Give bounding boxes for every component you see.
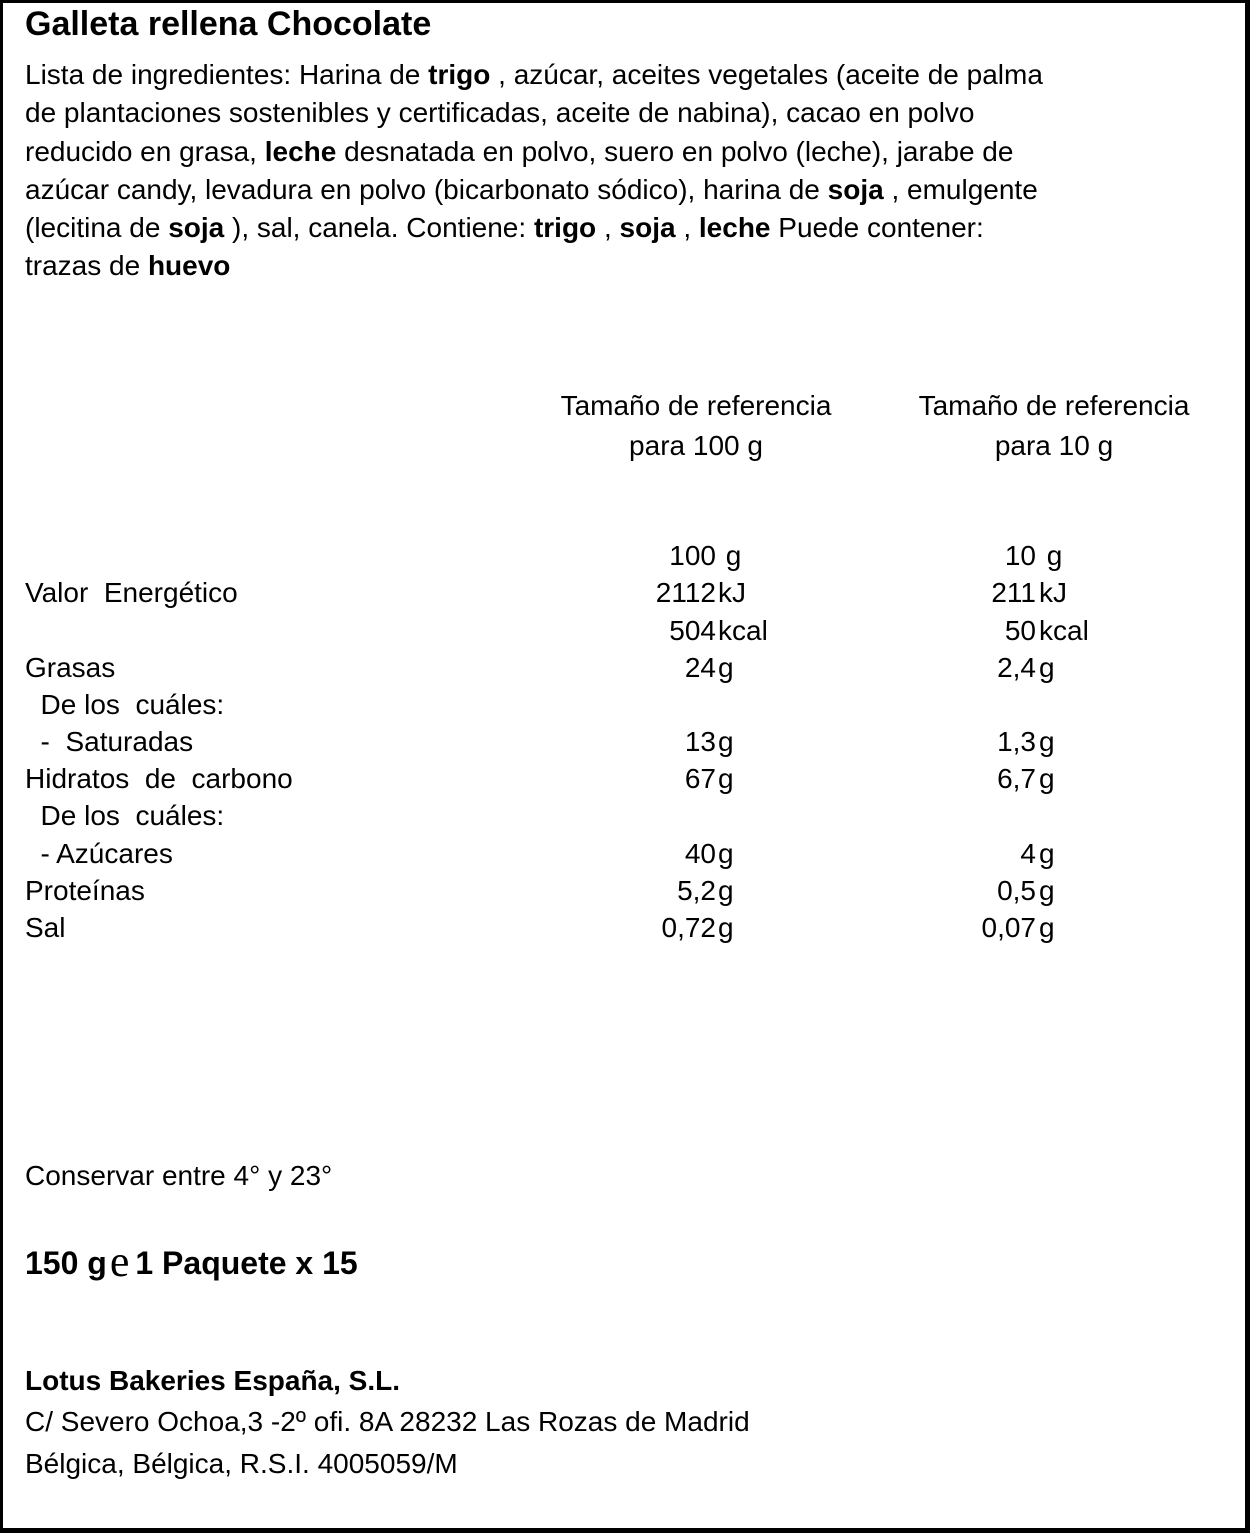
- value-per-100g: 40: [684, 838, 716, 869]
- ingredients-text: desnatada en polvo, suero en polvo (leche), jarabe de: [336, 135, 1014, 167]
- unit-per-100g: g: [718, 540, 742, 571]
- ingredients-text: (lecitina de: [25, 212, 169, 244]
- unit-per-10g: g: [1039, 726, 1055, 757]
- ingredients-line: [25, 171, 1225, 209]
- unit-per-10g: g: [1039, 875, 1055, 906]
- value-per-10g: 0,07: [981, 912, 1036, 943]
- value-per-100g: 0,72: [661, 912, 716, 943]
- value-per-10g: 4: [1020, 838, 1036, 869]
- unit-per-10g: g: [1039, 838, 1055, 869]
- estimated-sign-icon: e: [109, 1237, 130, 1286]
- value-per-10g: 211: [991, 577, 1036, 608]
- nutrient-label: Sal: [25, 912, 66, 943]
- allergen-text: trigo: [533, 212, 597, 244]
- unit-per-100g: g: [718, 763, 734, 794]
- company-address: C/ Severo Ochoa,3 -2º ofi. 8A 28232 Las Rozas de Madrid: [25, 1406, 750, 1437]
- unit-per-100g: g: [718, 838, 734, 869]
- unit-per-100g: g: [718, 726, 734, 757]
- company-registry: Bélgica, Bélgica, R.S.I. 4005059/M: [25, 1448, 458, 1479]
- ingredients-line: [25, 56, 1225, 94]
- unit-per-10g: g: [1039, 912, 1055, 943]
- ingredients-text: , azúcar, aceites vegetales (aceite de palma: [490, 59, 1043, 90]
- ingredients-text: de plantaciones sostenibles y certificadas, aceite de nabina), cacao en polvo: [25, 97, 975, 129]
- nutrient-label: Proteínas: [25, 875, 145, 906]
- value-per-10g: 50: [1004, 615, 1036, 646]
- value-per-100g: 24: [684, 652, 716, 683]
- allergen-text: trigo: [428, 59, 491, 90]
- allergen-text: soja: [827, 173, 884, 205]
- nutrient-label: Hidratos de carbono: [25, 763, 293, 794]
- ingredients-text: reducido en grasa,: [25, 135, 265, 167]
- value-per-10g: 2,4: [997, 652, 1036, 683]
- unit-per-100g: kJ: [718, 577, 746, 608]
- ingredients-text: Lista de ingredientes: Harina de: [25, 59, 429, 90]
- nutrient-label: De los cuáles:: [25, 800, 225, 831]
- ingredients-line: [25, 133, 1225, 171]
- value-per-100g: 67: [684, 763, 716, 794]
- nutrient-label: - Azúcares: [25, 838, 173, 869]
- net-weight: 150 g: [25, 1245, 107, 1281]
- nutrient-label: - Saturadas: [25, 726, 194, 757]
- ingredients-text: ,: [675, 212, 699, 244]
- unit-per-100g: kcal: [718, 615, 768, 646]
- nutrient-label: Grasas: [25, 652, 116, 683]
- unit-per-100g: g: [718, 875, 734, 906]
- ingredients-list: [25, 56, 1225, 286]
- ingredients-line: [25, 247, 1225, 285]
- ingredients-line: [25, 94, 1225, 132]
- unit-per-10g: g: [1039, 763, 1055, 794]
- column-header-100g: [526, 386, 866, 466]
- ingredients-text: azúcar candy, levadura en polvo (bicarbonato sódico), harina de: [25, 173, 828, 205]
- net-quantity: [25, 1237, 358, 1286]
- unit-per-10g: g: [1039, 652, 1055, 683]
- allergen-text: soja: [619, 212, 676, 244]
- value-per-100g: 5,2: [677, 875, 716, 906]
- ingredients-text: , emulgente: [883, 173, 1038, 205]
- value-per-10g: 10: [1004, 540, 1036, 571]
- allergen-text: leche: [698, 212, 771, 244]
- column-header-10g: [884, 386, 1224, 466]
- value-per-100g: 2112: [655, 577, 716, 608]
- ingredients-text: Puede contener:: [770, 212, 984, 244]
- column-header-100g-line2: para 100 g: [629, 430, 763, 461]
- allergen-text: huevo: [147, 250, 231, 282]
- ingredients-line: [25, 209, 1225, 247]
- column-header-100g-line1: Tamaño de referencia: [560, 390, 832, 421]
- allergen-text: soja: [168, 212, 225, 244]
- value-per-100g: 100: [669, 540, 716, 571]
- product-title: Galleta rellena Chocolate: [25, 5, 432, 43]
- unit-per-10g: g: [1039, 540, 1063, 571]
- unit-per-10g: kcal: [1039, 615, 1089, 646]
- nutrient-label: De los cuáles:: [25, 689, 225, 720]
- storage-instructions: Conservar entre 4° y 23°: [25, 1160, 333, 1191]
- allergen-text: leche: [264, 135, 337, 167]
- column-header-10g-line2: para 10 g: [994, 430, 1114, 461]
- value-per-100g: 504: [669, 615, 716, 646]
- value-per-100g: 13: [684, 726, 716, 757]
- value-per-10g: 0,5: [997, 875, 1036, 906]
- ingredients-text: ,: [596, 212, 620, 244]
- ingredients-text: ), sal, canela. Contiene:: [224, 212, 534, 244]
- unit-per-100g: g: [718, 912, 734, 943]
- value-per-10g: 6,7: [997, 763, 1036, 794]
- ingredients-text: trazas de: [25, 250, 148, 282]
- unit-per-10g: kJ: [1039, 577, 1067, 608]
- pack-count: 1 Paquete x 15: [135, 1245, 358, 1281]
- unit-per-100g: g: [718, 652, 734, 683]
- value-per-10g: 1,3: [997, 726, 1036, 757]
- company-name: Lotus Bakeries España, S.L.: [25, 1365, 401, 1396]
- column-header-10g-line1: Tamaño de referencia: [918, 390, 1190, 421]
- nutrient-label: Valor Energético: [25, 577, 238, 608]
